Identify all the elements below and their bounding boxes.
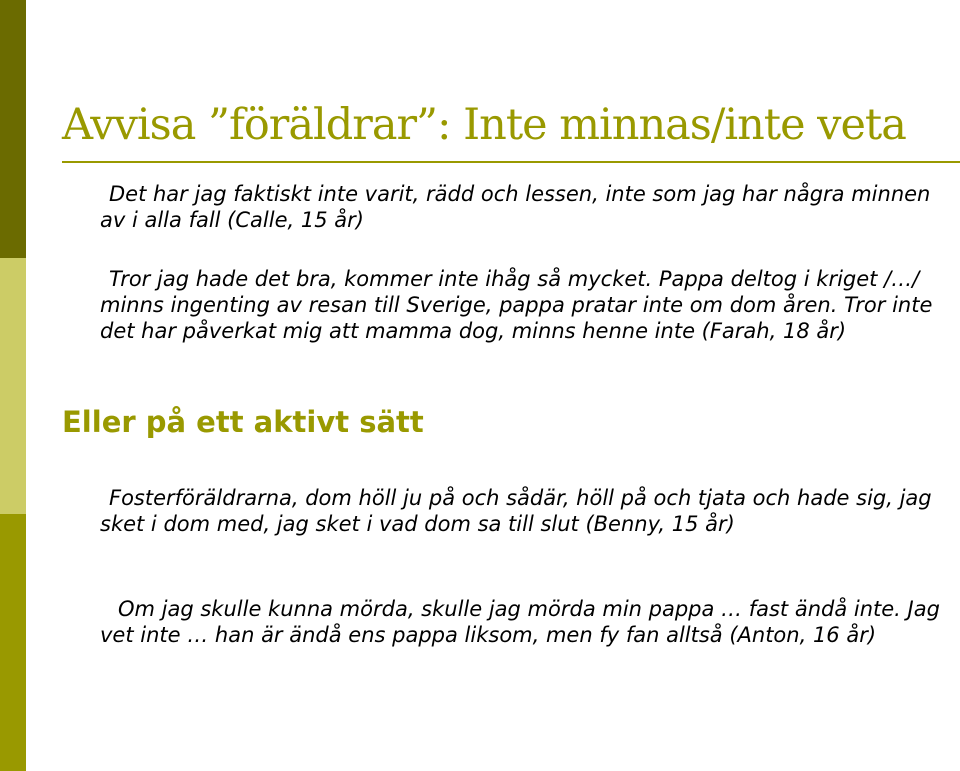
sidebar-band-bottom — [0, 514, 26, 771]
section-subheading: Eller på ett aktivt sätt — [62, 405, 424, 439]
decorative-sidebar — [0, 0, 26, 771]
sidebar-band-middle — [0, 258, 26, 514]
sidebar-band-top — [0, 0, 26, 258]
quote-benny: Fosterföräldrarna, dom höll ju på och sådär, höll på och tjata och hade sig, jag sket i dom med, jag sket i vad dom sa till slut (Benny, 15 år) — [100, 486, 932, 536]
quote-calle: Det har jag faktiskt inte varit, rädd och lessen, inte som jag har några minnen av i alla fall (Calle, 15 år) — [100, 182, 931, 232]
quote-anton: Om jag skulle kunna mörda, skulle jag mörda min pappa … fast ändå inte. Jag vet inte … han är ändå ens pappa liksom, men fy fan alltså (Anton, 16 år) — [100, 597, 940, 647]
title-underline — [62, 161, 960, 163]
slide-title: Avvisa ”föräldrar”: Inte minnas/inte veta — [62, 100, 906, 150]
quote-farah: Tror jag hade det bra, kommer inte ihåg så mycket. Pappa deltog i kriget /…/ minns ingenting av resan till Sverige, pappa pratar inte om dom åren. Tror inte det har påverkat mig att mamma dog, minns henne inte (Farah, 18 år) — [100, 267, 933, 343]
